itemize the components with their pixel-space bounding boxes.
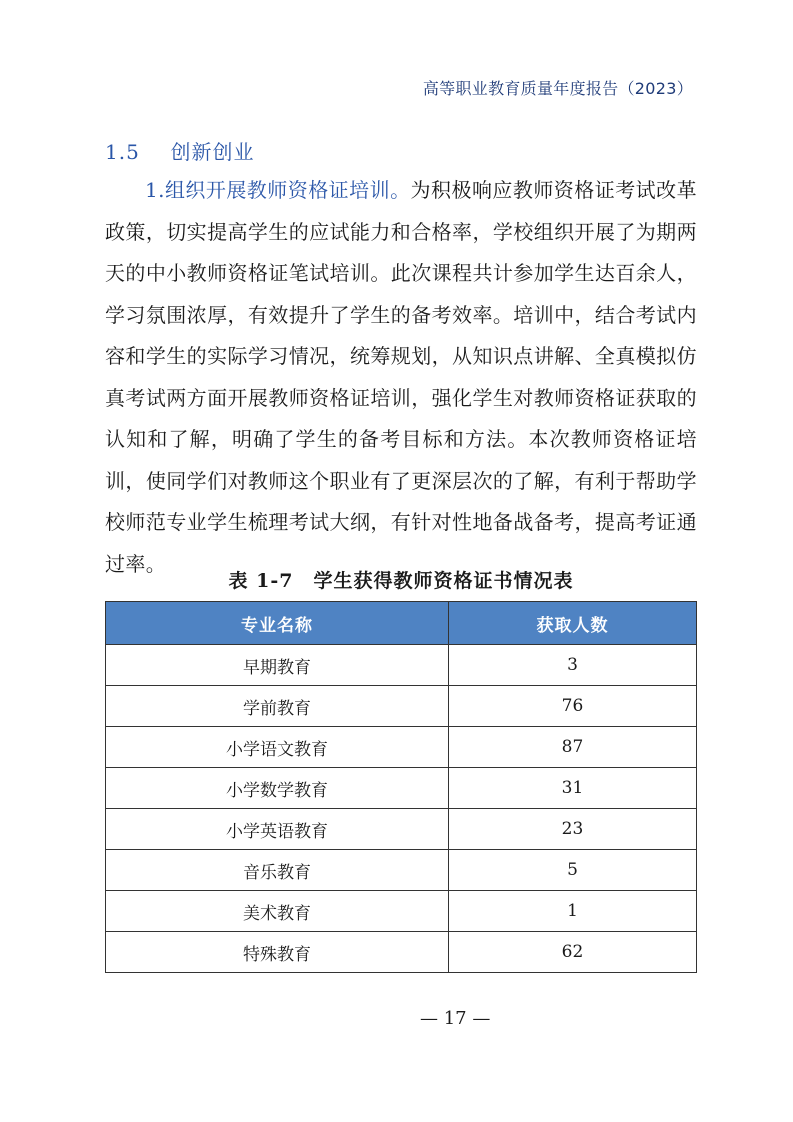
cell-major: 美术教育 [106, 891, 449, 932]
cell-count: 5 [449, 850, 697, 891]
column-header-major: 专业名称 [106, 602, 449, 645]
section-heading [105, 136, 255, 165]
body-paragraph [105, 170, 697, 585]
cell-count: 31 [449, 768, 697, 809]
cell-major: 小学数学教育 [106, 768, 449, 809]
column-header-count: 获取人数 [449, 602, 697, 645]
certificate-table [105, 601, 697, 973]
cell-major: 特殊教育 [106, 932, 449, 973]
cell-count: 23 [449, 809, 697, 850]
cell-count: 76 [449, 686, 697, 727]
cell-count: 62 [449, 932, 697, 973]
section-number: 1.5 [105, 140, 140, 164]
cell-major: 音乐教育 [106, 850, 449, 891]
table-row [106, 932, 697, 973]
paragraph-lead: 1.组织开展教师资格证培训。 [145, 178, 411, 202]
cell-major: 小学语文教育 [106, 727, 449, 768]
table-row [106, 850, 697, 891]
page-number: — 17 — [420, 1008, 491, 1029]
table-row [106, 727, 697, 768]
cell-major: 小学英语教育 [106, 809, 449, 850]
report-header-title: 高等职业教育质量年度报告（2023） [422, 79, 693, 98]
cell-major: 学前教育 [106, 686, 449, 727]
table-header-row [106, 602, 697, 645]
paragraph-body: 为积极响应教师资格证考试改革政策，切实提高学生的应试能力和合格率，学校组织开展了为期两天的中小教师资格证笔试培训。此次课程共计参加学生达百余人，学习氛围浓厚，有效提升了学生的备考效率。培训中，结合考试内容和学生的实际学习情况，统筹规划，从知识点讲解、全真模拟仿真考试两方面开展教师资格证培训，强化学生对教师资格证获取的认知和了解，明确了学生的备考目标和方法。本次教师资格证培训，使同学们对教师这个职业有了更深层次的了解，有利于帮助学校师范专业学生梳理考试大纲，有针对性地备战备考，提高考证通过率。 [105, 178, 697, 576]
cell-major: 早期教育 [106, 645, 449, 686]
table-row [106, 686, 697, 727]
table-row [106, 809, 697, 850]
cell-count: 87 [449, 727, 697, 768]
cell-count: 1 [449, 891, 697, 932]
table-row [106, 891, 697, 932]
cell-count: 3 [449, 645, 697, 686]
table-row [106, 645, 697, 686]
section-title: 创新创业 [170, 140, 255, 164]
table-caption: 表 1-7 学生获得教师资格证书情况表 [228, 570, 574, 592]
table-row [106, 768, 697, 809]
